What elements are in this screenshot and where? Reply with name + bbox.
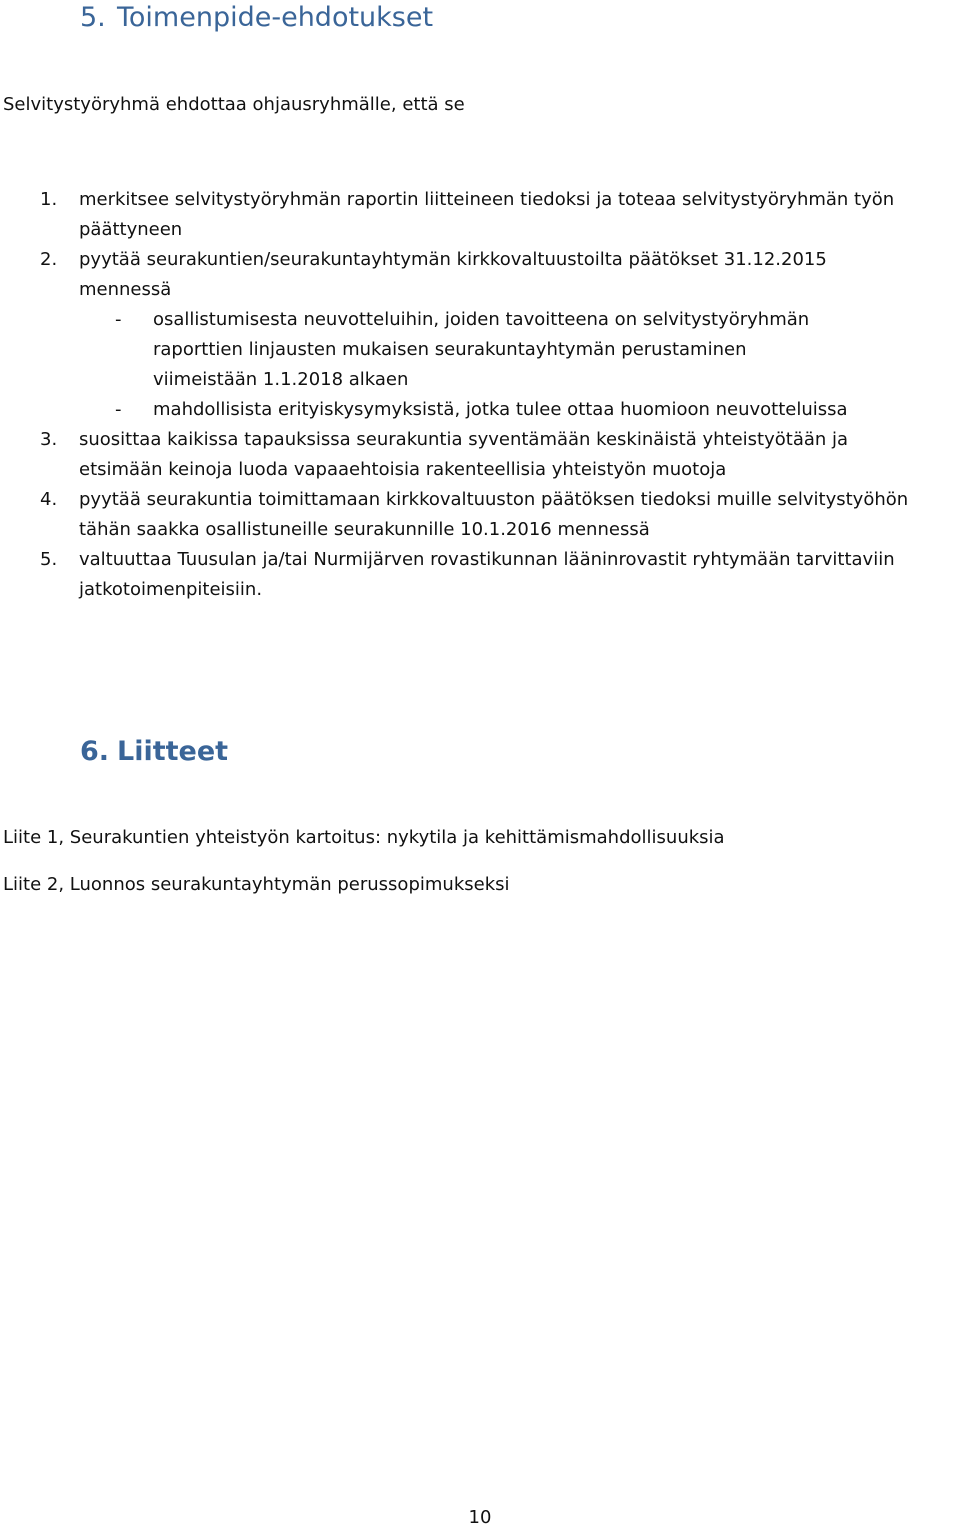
sub-item-line: viimeistään 1.1.2018 alkaen <box>153 369 409 390</box>
sub-item-line: mahdollisista erityiskysymyksistä, jotka tulee ottaa huomioon neuvotteluissa <box>153 399 848 420</box>
item-line: pyytää seurakuntien/seurakuntayhtymän kirkkovaltuustoilta päätökset 31.12.2015 <box>79 249 827 270</box>
sub-list-item <box>0 395 960 425</box>
list-item <box>0 545 960 605</box>
page-number: 10 <box>468 1507 492 1528</box>
section-title: Liitteet <box>117 736 229 767</box>
item-line: etsimään keinoja luoda vapaaehtoisia rakenteellisia yhteistyön muotoja <box>79 459 727 480</box>
dash-bullet: - <box>115 399 122 420</box>
sub-list <box>0 305 960 425</box>
intro-paragraph: Selvitystyöryhmä ehdottaa ohjausryhmälle, että se <box>3 94 465 115</box>
item-number: 1. <box>40 189 58 210</box>
section-title: Toimenpide-ehdotukset <box>117 2 434 33</box>
proposal-list <box>0 185 960 605</box>
attachment-item: Liite 2, Luonnos seurakuntayhtymän perussopimukseksi <box>3 874 510 895</box>
item-line: jatkotoimenpiteisiin. <box>79 579 263 600</box>
item-number: 2. <box>40 249 58 270</box>
item-line: mennessä <box>79 279 172 300</box>
sub-item-line: raporttien linjausten mukaisen seurakuntayhtymän perustaminen <box>153 339 747 360</box>
item-line: päättyneen <box>79 219 183 240</box>
item-line: suosittaa kaikissa tapauksissa seurakuntia syventämään keskinäistä yhteistyötään ja <box>79 429 849 450</box>
section-number: 6. <box>80 736 110 767</box>
section-heading-5 <box>80 2 433 33</box>
section-heading-6 <box>80 736 228 767</box>
item-number: 3. <box>40 429 58 450</box>
sub-item-line: osallistumisesta neuvotteluihin, joiden tavoitteena on selvitystyöryhmän <box>153 309 810 330</box>
item-number: 5. <box>40 549 58 570</box>
attachment-item: Liite 1, Seurakuntien yhteistyön kartoitus: nykytila ja kehittämismahdollisuuksia <box>3 827 725 848</box>
item-line: tähän saakka osallistuneille seurakunnille 10.1.2016 mennessä <box>79 519 650 540</box>
sub-list-container <box>0 305 960 425</box>
item-line: valtuuttaa Tuusulan ja/tai Nurmijärven rovastikunnan lääninrovastit ryhtymään tarvittaviin <box>79 549 895 570</box>
list-item <box>0 245 960 305</box>
item-number: 4. <box>40 489 58 510</box>
item-line: pyytää seurakuntia toimittamaan kirkkovaltuuston päätöksen tiedoksi muille selvitystyöhön <box>79 489 909 510</box>
dash-bullet: - <box>115 309 122 330</box>
sub-list-item <box>0 305 960 395</box>
list-item <box>0 185 960 245</box>
list-item <box>0 485 960 545</box>
item-line: merkitsee selvitystyöryhmän raportin liitteineen tiedoksi ja toteaa selvitystyöryhmän työn <box>79 189 895 210</box>
list-item <box>0 425 960 485</box>
section-number: 5. <box>80 2 106 33</box>
